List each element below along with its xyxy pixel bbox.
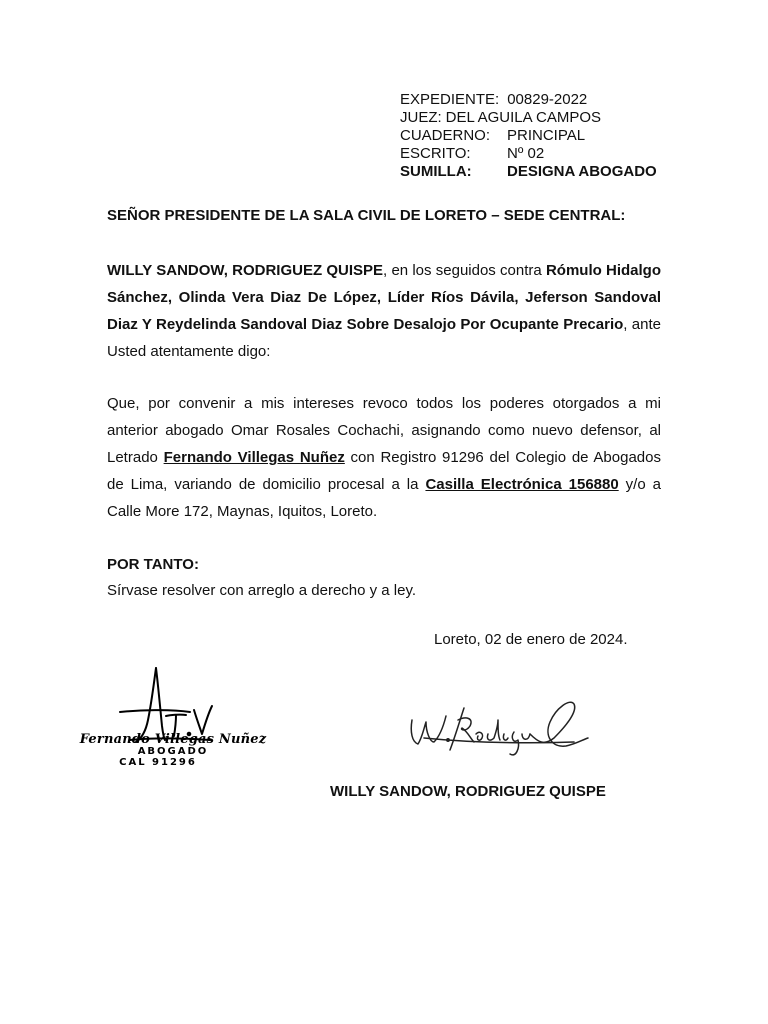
client-signature-name: WILLY SANDOW, RODRIGUEZ QUISPE <box>330 783 606 800</box>
body-paragraph <box>107 390 661 525</box>
intro-paragraph <box>107 257 661 365</box>
sumilla-row <box>400 163 657 181</box>
lawyer-stamp <box>78 733 268 768</box>
escrito-label: ESCRITO: <box>400 145 471 162</box>
body-text-a: Que, por convenir a mis intereses revoco todos los poderes otorgados a mi anterior abogado Omar Rosales Cochachi, asignando como nuevo defensor, al Letrado <box>107 395 661 466</box>
juez-row <box>400 109 657 127</box>
juez-value: DEL AGUILA CAMPOS <box>445 109 602 126</box>
lawyer-name: Fernando Villegas Nuñez <box>163 449 345 466</box>
date-line: Loreto, 02 de enero de 2024. <box>434 631 628 648</box>
petitioner-name: WILLY SANDOW, RODRIGUEZ QUISPE <box>107 262 384 279</box>
stamp-cal: CAL 91296 <box>119 757 197 768</box>
defendants-names: Rómulo Hidalgo Sánchez, Olinda Vera Diaz De López, Líder Ríos Dávila, Jeferson Sandoval Diaz Y Reydelinda Sandoval Diaz Sobre Desalojo Por Ocupante Precario <box>107 262 662 333</box>
body-text-c: y/o a Calle More 172, Maynas, Iquitos, Loreto. <box>107 476 661 520</box>
addressee-heading: SEÑOR PRESIDENTE DE LA SALA CIVIL DE LORETO – SEDE CENTRAL: <box>107 207 626 224</box>
case-header <box>400 91 657 181</box>
body-text-b: con Registro 91296 del Colegio de Abogados de Lima, variando de domicilio procesal a la <box>107 449 661 493</box>
lawyer-signature-block <box>70 662 270 782</box>
expediente-label: EXPEDIENTE: <box>400 91 500 108</box>
stamp-name: Fernando Villegas Nuñez <box>79 732 267 747</box>
expediente-row <box>400 91 657 109</box>
cuaderno-label: CUADERNO: <box>400 127 491 144</box>
sumilla-value: DESIGNA ABOGADO <box>507 163 657 180</box>
escrito-value: Nº 02 <box>507 145 545 162</box>
sumilla-label: SUMILLA: <box>400 163 472 180</box>
request-text: Sírvase resolver con arreglo a derecho y a ley. <box>107 582 417 599</box>
cuaderno-value: PRINCIPAL <box>507 127 586 144</box>
expediente-value: 00829-2022 <box>507 91 588 108</box>
casilla-electronica: Casilla Electrónica 156880 <box>425 476 619 493</box>
intro-text-a: , en los seguidos contra <box>383 262 546 279</box>
por-tanto-heading: POR TANTO: <box>107 556 199 573</box>
client-signature-icon <box>404 698 594 768</box>
stamp-title: ABOGADO <box>137 746 209 757</box>
juez-label: JUEZ: <box>400 109 442 126</box>
intro-text-b: , ante Usted atentamente digo: <box>107 316 661 360</box>
cuaderno-row <box>400 127 657 145</box>
escrito-row <box>400 145 657 163</box>
client-signature-block <box>404 698 594 768</box>
